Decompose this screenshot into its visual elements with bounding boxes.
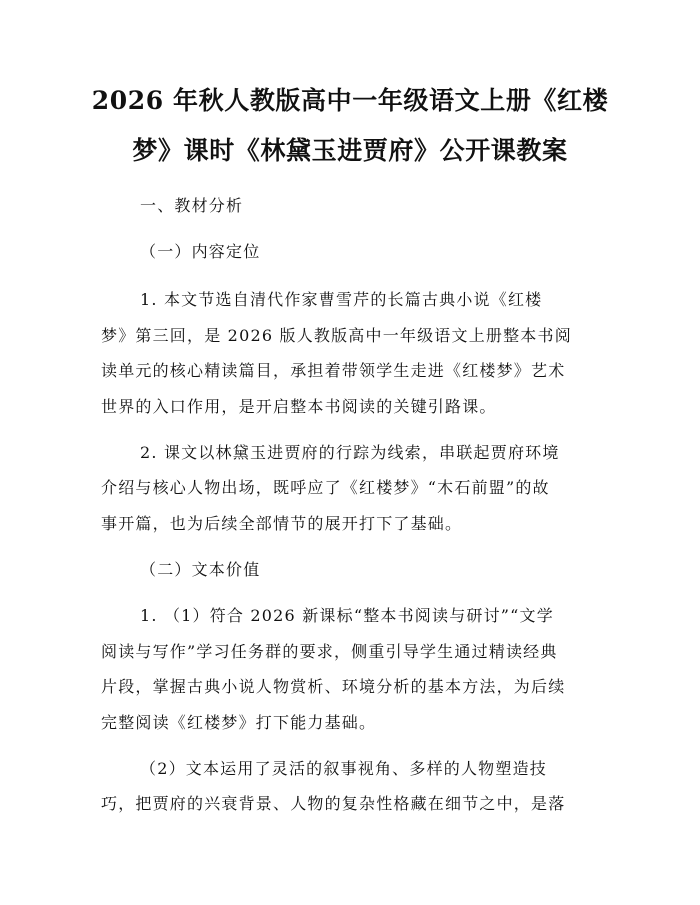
- paragraph-1-line-4: 世界的入口作用，是开启整本书阅读的关键引路课。: [101, 397, 497, 416]
- subsection-heading-text-value: （二）文本价值: [140, 560, 261, 579]
- paragraph-1-line-2: 梦》第三回，是 2026 版人教版高中一年级语文上册整本书阅: [101, 326, 572, 345]
- paragraph-3-line-4: 完整阅读《红楼梦》打下能力基础。: [101, 713, 377, 732]
- paragraph-4-line-2: 巧，把贾府的兴衰背景、人物的复杂性格藏在细节之中，是落: [101, 794, 566, 813]
- paragraph-2-line-3: 事开篇，也为后续全部情节的展开打下了基础。: [101, 514, 463, 533]
- paragraph-3-line-1: 1. （1）符合 2026 新课标“整本书阅读与研讨”“文学: [140, 606, 554, 625]
- document-title-line-1: 2026 年秋人教版高中一年级语文上册《红楼: [91, 86, 609, 115]
- subsection-heading-content-positioning: （一）内容定位: [140, 242, 261, 261]
- paragraph-3-line-2: 阅读与写作”学习任务群的要求，侧重引导学生通过精读经典: [101, 642, 558, 661]
- paragraph-3-line-3: 片段，掌握古典小说人物赏析、环境分析的基本方法，为后续: [101, 677, 566, 696]
- paragraph-2-line-1: 2. 课文以林黛玉进贾府的行踪为线索，串联起贾府环境: [140, 443, 560, 462]
- paragraph-1-line-1: 1. 本文节选自清代作家曹雪芹的长篇古典小说《红楼: [140, 290, 543, 309]
- paragraph-1-line-3: 读单元的核心精读篇目，承担着带领学生走进《红楼梦》艺术: [101, 361, 566, 380]
- section-heading-textbook-analysis: 一、教材分析: [140, 196, 244, 215]
- paragraph-4-line-1: （2）文本运用了灵活的叙事视角、多样的人物塑造技: [140, 759, 547, 778]
- document-title-line-2: 梦》课时《林黛玉进贾府》公开课教案: [132, 136, 568, 165]
- paragraph-2-line-2: 介绍与核心人物出场，既呼应了《红楼梦》“木石前盟”的故: [101, 478, 550, 497]
